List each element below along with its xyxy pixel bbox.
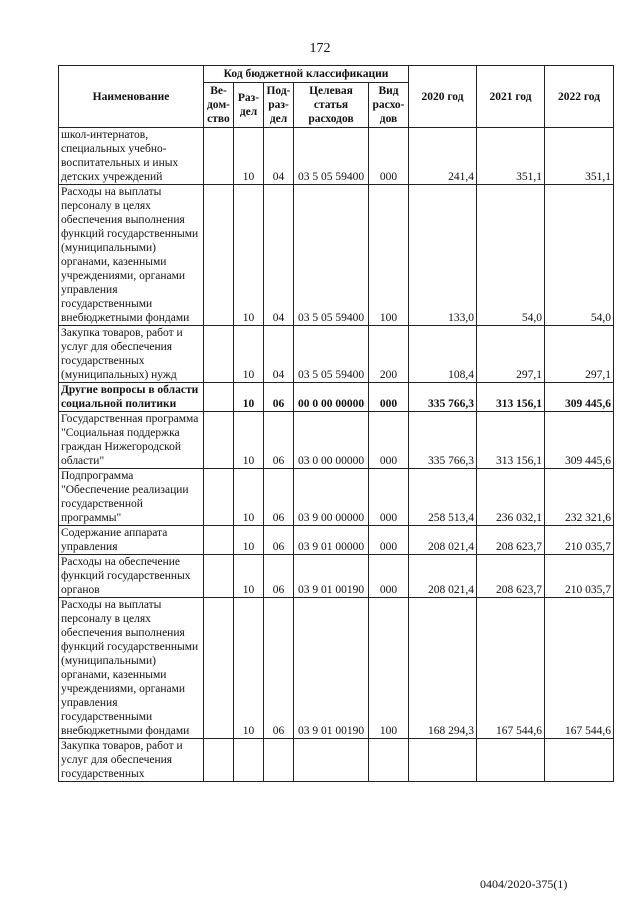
header-classification: Код бюджетной классификации bbox=[204, 66, 409, 83]
row-podrazdel: 04 bbox=[264, 185, 294, 326]
table-row bbox=[59, 526, 614, 555]
row-2022: 210 035,7 bbox=[545, 526, 614, 555]
row-2021: 313 156,1 bbox=[477, 412, 545, 469]
row-razdel: 10 bbox=[234, 383, 264, 412]
header-razdel: Раз-дел bbox=[234, 83, 264, 128]
row-podrazdel: 06 bbox=[264, 412, 294, 469]
table-row bbox=[59, 469, 614, 526]
row-vid: 000 bbox=[369, 128, 409, 185]
row-ved bbox=[204, 555, 234, 598]
row-razdel bbox=[234, 739, 264, 782]
row-2022: 210 035,7 bbox=[545, 555, 614, 598]
row-podrazdel: 06 bbox=[264, 526, 294, 555]
header-2022: 2022 год bbox=[545, 66, 614, 128]
row-2020: 168 294,3 bbox=[409, 598, 477, 739]
row-2020: 335 766,3 bbox=[409, 412, 477, 469]
row-target: 03 0 00 00000 bbox=[294, 412, 369, 469]
row-2021: 236 032,1 bbox=[477, 469, 545, 526]
row-2021: 351,1 bbox=[477, 128, 545, 185]
row-name: Другие вопросы в области социальной политики bbox=[59, 383, 204, 412]
header-2021: 2021 год bbox=[477, 66, 545, 128]
table-row bbox=[59, 598, 614, 739]
header-podrazdel: Под-раз-дел bbox=[264, 83, 294, 128]
row-target: 03 9 01 00000 bbox=[294, 526, 369, 555]
row-2021: 167 544,6 bbox=[477, 598, 545, 739]
row-target: 03 9 00 00000 bbox=[294, 469, 369, 526]
row-2021: 313 156,1 bbox=[477, 383, 545, 412]
row-name: Расходы на обеспечение функций государственных органов bbox=[59, 555, 204, 598]
table-row bbox=[59, 412, 614, 469]
row-name: Содержание аппарата управления bbox=[59, 526, 204, 555]
row-2022: 351,1 bbox=[545, 128, 614, 185]
row-2020: 108,4 bbox=[409, 326, 477, 383]
row-ved bbox=[204, 185, 234, 326]
row-razdel: 10 bbox=[234, 598, 264, 739]
row-vid: 000 bbox=[369, 555, 409, 598]
row-podrazdel: 04 bbox=[264, 128, 294, 185]
row-podrazdel: 06 bbox=[264, 598, 294, 739]
row-target bbox=[294, 739, 369, 782]
row-ved bbox=[204, 526, 234, 555]
row-name: школ-интернатов, специальных учебно-воспитательных и иных детских учреждений bbox=[59, 128, 204, 185]
row-2021: 54,0 bbox=[477, 185, 545, 326]
row-vid: 000 bbox=[369, 469, 409, 526]
row-podrazdel bbox=[264, 739, 294, 782]
row-podrazdel: 06 bbox=[264, 469, 294, 526]
table-body bbox=[59, 128, 614, 782]
table-row bbox=[59, 555, 614, 598]
row-ved bbox=[204, 383, 234, 412]
row-target: 03 5 05 59400 bbox=[294, 326, 369, 383]
row-razdel: 10 bbox=[234, 326, 264, 383]
table-row bbox=[59, 326, 614, 383]
table-row bbox=[59, 128, 614, 185]
header-target: Целевая статья расходов bbox=[294, 83, 369, 128]
header-name: Наименование bbox=[59, 66, 204, 128]
row-2021 bbox=[477, 739, 545, 782]
table-row bbox=[59, 739, 614, 782]
header-vid: Вид расхо-дов bbox=[369, 83, 409, 128]
row-2020: 241,4 bbox=[409, 128, 477, 185]
row-ved bbox=[204, 739, 234, 782]
row-ved bbox=[204, 412, 234, 469]
row-vid: 000 bbox=[369, 526, 409, 555]
row-razdel: 10 bbox=[234, 128, 264, 185]
row-2021: 208 623,7 bbox=[477, 526, 545, 555]
row-razdel: 10 bbox=[234, 185, 264, 326]
row-2020: 258 513,4 bbox=[409, 469, 477, 526]
row-target: 03 5 05 59400 bbox=[294, 128, 369, 185]
row-ved bbox=[204, 598, 234, 739]
row-vid: 100 bbox=[369, 598, 409, 739]
row-target: 00 0 00 00000 bbox=[294, 383, 369, 412]
header-ved: Ве-дом-ство bbox=[204, 83, 234, 128]
table-row bbox=[59, 185, 614, 326]
row-name: Расходы на выплаты персоналу в целях обеспечения выполнения функций государственными (муниципальными) органами, казенными учреждениями, органами управления государственными внебюджетными фондами bbox=[59, 185, 204, 326]
row-razdel: 10 bbox=[234, 469, 264, 526]
row-name: Подпрограмма "Обеспечение реализации государственной программы" bbox=[59, 469, 204, 526]
row-vid: 000 bbox=[369, 412, 409, 469]
row-2020: 208 021,4 bbox=[409, 526, 477, 555]
row-name: Закупка товаров, работ и услуг для обеспечения государственных (муниципальных) нужд bbox=[59, 326, 204, 383]
row-name: Государственная программа "Социальная поддержка граждан Нижегородской области" bbox=[59, 412, 204, 469]
row-razdel: 10 bbox=[234, 526, 264, 555]
row-2020: 335 766,3 bbox=[409, 383, 477, 412]
row-ved bbox=[204, 326, 234, 383]
row-name: Расходы на выплаты персоналу в целях обеспечения выполнения функций государственными (муниципальными) органами, казенными учреждениями, органами управления государственными внебюджетными фондами bbox=[59, 598, 204, 739]
budget-table bbox=[58, 65, 614, 782]
page-number: 172 bbox=[309, 41, 331, 56]
row-2022 bbox=[545, 739, 614, 782]
document-code: 0404/2020-375(1) bbox=[480, 877, 568, 891]
row-podrazdel: 06 bbox=[264, 383, 294, 412]
row-2022: 309 445,6 bbox=[545, 412, 614, 469]
row-2022: 297,1 bbox=[545, 326, 614, 383]
header-2020: 2020 год bbox=[409, 66, 477, 128]
row-target: 03 5 05 59400 bbox=[294, 185, 369, 326]
row-target: 03 9 01 00190 bbox=[294, 555, 369, 598]
row-razdel: 10 bbox=[234, 412, 264, 469]
row-podrazdel: 06 bbox=[264, 555, 294, 598]
row-2021: 297,1 bbox=[477, 326, 545, 383]
header-row-1 bbox=[59, 66, 614, 83]
row-ved bbox=[204, 128, 234, 185]
table-row bbox=[59, 383, 614, 412]
row-vid: 000 bbox=[369, 383, 409, 412]
row-2020 bbox=[409, 739, 477, 782]
row-2022: 167 544,6 bbox=[545, 598, 614, 739]
row-ved bbox=[204, 469, 234, 526]
row-vid: 100 bbox=[369, 185, 409, 326]
row-podrazdel: 04 bbox=[264, 326, 294, 383]
row-vid bbox=[369, 739, 409, 782]
row-2021: 208 623,7 bbox=[477, 555, 545, 598]
row-razdel: 10 bbox=[234, 555, 264, 598]
row-2022: 232 321,6 bbox=[545, 469, 614, 526]
row-2022: 54,0 bbox=[545, 185, 614, 326]
row-vid: 200 bbox=[369, 326, 409, 383]
row-target: 03 9 01 00190 bbox=[294, 598, 369, 739]
row-2020: 208 021,4 bbox=[409, 555, 477, 598]
row-name: Закупка товаров, работ и услуг для обеспечения государственных bbox=[59, 739, 204, 782]
row-2022: 309 445,6 bbox=[545, 383, 614, 412]
row-2020: 133,0 bbox=[409, 185, 477, 326]
